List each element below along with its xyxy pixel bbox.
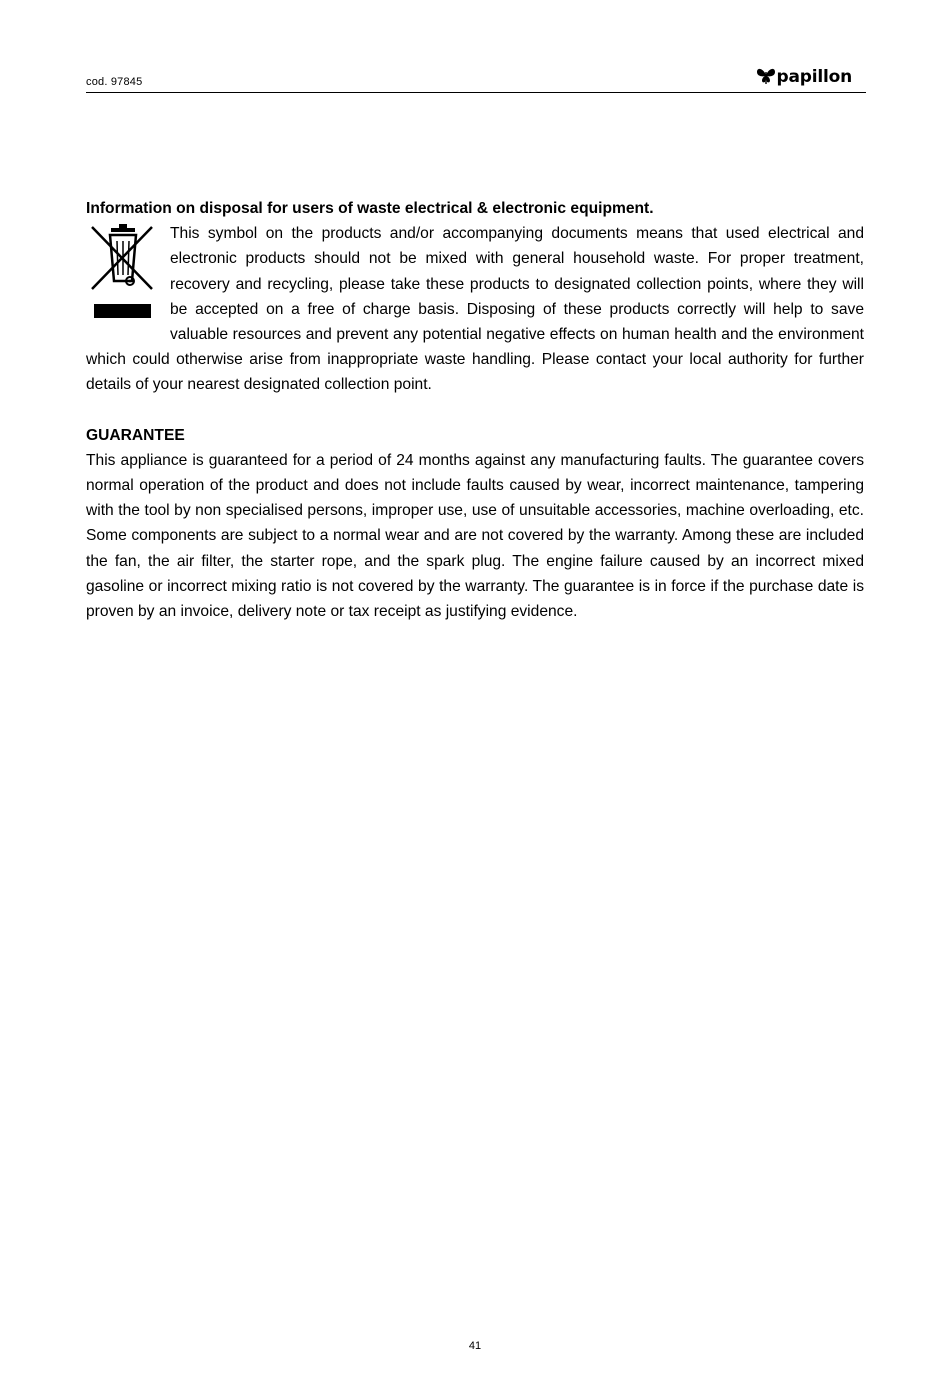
guarantee-title: GUARANTEE [86, 426, 185, 444]
butterfly-icon [756, 66, 776, 86]
product-code: cod. 97845 [86, 76, 143, 88]
guarantee-text: This appliance is guaranteed for a period of 24 months against any manufacturing faults. The guarantee covers normal operation of the product and does not include faults caused by wear, incorrect maintenance, tampering with the tool by non specialised persons, improper use, use of unsuitable accessories, machine overloading, etc. Some components are subject to a normal wear and are not covered by the warranty. Among these are included the fan, the air filter, the starter rope, and the spark plug. The engine failure caused by an incorrect mixed gasoline or incorrect mixing ratio is not covered by the warranty. The guarantee is in force if the purchase date is proven by an invoice, delivery note or tax receipt as justifying evidence. [86, 451, 864, 621]
crossed-out-wheelie-bin-icon [86, 221, 170, 347]
brand-logo [756, 66, 852, 86]
disposal-text: This symbol on the products and/or accompanying documents means that used electrical and electronic products should not be mixed with general household waste. For proper treatment, recovery and recycling, please take these products to designated collection points, where they will be accepted on a free of charge basis. Disposing of these products correctly will help to save valuable resources and prevent any potential negative effects on human health and the environment which could otherwise arise from inappropriate waste handling. Please contact your local authority for further details of your nearest designated collection point. [86, 225, 864, 394]
brand-name: papillon [776, 67, 852, 87]
disposal-heading: Information on disposal for users of waste electrical & electronic equipment. [86, 200, 654, 217]
page-content [86, 196, 864, 624]
page-header [86, 40, 866, 93]
page-number: 41 [468, 1340, 482, 1352]
